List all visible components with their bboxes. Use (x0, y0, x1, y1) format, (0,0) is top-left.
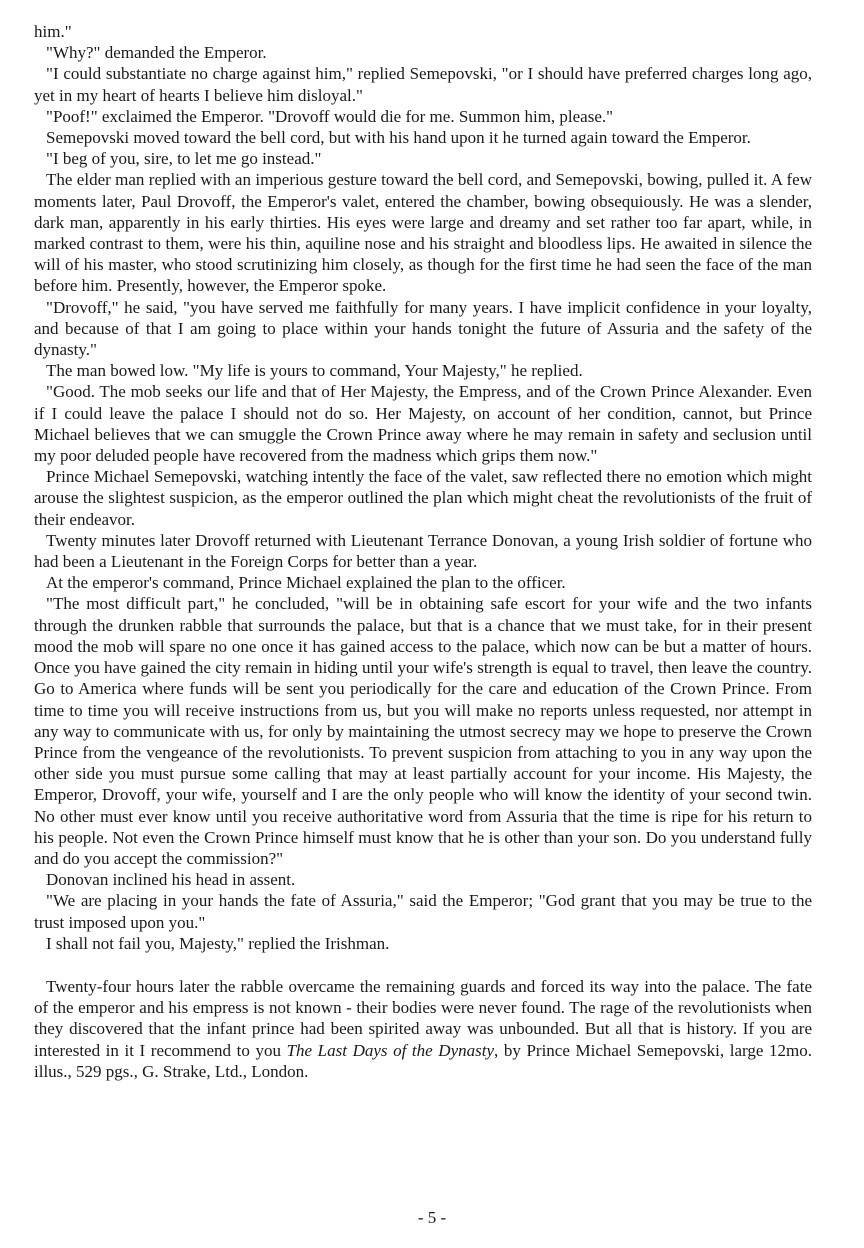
closing-paragraph (34, 976, 812, 1082)
paragraph: "The most difficult part," he concluded, "will be in obtaining safe escort for your wife and the two infants through the drunken rabble that surrounds the palace, but that is a chance that we must take, for in their present mood the mob will spare no one once it has gained access to the palace, which now can be but a matter of hours. Once you have gained the city remain in hiding until your wife's strength is equal to travel, then leave the country. Go to America where funds will be sent you periodically for the care and education of the Crown Prince. From time to time you will receive instructions from us, but you will make no reports unless requested, nor attempt in any way to communicate with us, for only by maintaining the utmost secrecy may we hope to preserve the Crown Prince from the vengeance of the revolutionists. To prevent suspicion from attaching to you in any way upon the other side you must pursue some calling that may at least partially account for your income. His Majesty, the Emperor, Drovoff, your wife, yourself and I are the only people who will know the identity of your second twin. No other must ever know until you receive authoritative word from Assuria that the time is ripe for his return to his people. Not even the Crown Prince himself must know that he is other than your son. Do you understand fully and do you accept the commission?" (34, 594, 812, 868)
paragraph: Donovan inclined his head in assent. (46, 870, 296, 890)
paragraph: Prince Michael Semepovski, watching intently the face of the valet, saw reflected there no emotion which might arouse the slightest suspicion, as the emperor outlined the plan which might cheat the revolutionists of the fruit of their endeavor. (34, 467, 812, 529)
closing-citation: , by Prince Michael Semepovski, large 12mo. illus., 529 pgs., G. Strake, Ltd., London. (34, 1040, 812, 1081)
paragraph: "Why?" demanded the Emperor. (46, 43, 267, 63)
paragraph: "Poof!" exclaimed the Emperor. "Drovoff would die for me. Summon him, please." (46, 106, 614, 126)
paragraph: I shall not fail you, Majesty," replied the Irishman. (46, 933, 390, 953)
paragraph: "I could substantiate no charge against him," replied Semepovski, "or I should have preferred charges long ago, yet in my heart of hearts I believe him disloyal." (34, 64, 812, 105)
paragraph: The elder man replied with an imperious gesture toward the bell cord, and Semepovski, bowing, pulled it. A few moments later, Paul Drovoff, the Emperor's valet, entered the chamber, bowing obsequiously. He was a slender, dark man, apparently in his early thirties. His eyes were large and dreamy and set rather too far apart, while, in marked contrast to them, were his thin, aquiline nose and his straight and bloodless lips. He awaited in silence the will of his master, who stood scrutinizing him closely, as though for the first time he had seen the face of the man before him. Presently, however, the Emperor spoke. (34, 170, 812, 296)
closing-text: Twenty-four hours later the rabble overcame the remaining guards and forced its way into the palace. The fate of the emperor and his empress is not known - their bodies were never found. The rage of the revolutionists when they discovered that the infant prince had been spirited away was unbounded. But all that is history. If you are interested in it I recommend to you (34, 976, 812, 1060)
paragraph: "I beg of you, sire, to let me go instead." (46, 149, 322, 169)
paragraph: At the emperor's command, Prince Michael explained the plan to the officer. (46, 573, 566, 593)
book-title: The Last Days of the Dynasty (286, 1040, 495, 1060)
page-number: - 5 - (417, 1208, 447, 1227)
paragraph: "Good. The mob seeks our life and that of Her Majesty, the Empress, and of the Crown Prince Alexander. Even if I could leave the palace I should not do so. Her Majesty, on account of her condition, cannot, but Prince Michael believes that we can smuggle the Crown Prince away where he may remain in safety and seclusion until my poor deluded people have recovered from the madness which grips them now." (34, 382, 812, 466)
paragraph: "We are placing in your hands the fate of Assuria," said the Emperor; "God grant that you may be true to the trust imposed upon you." (34, 891, 812, 932)
paragraph: "Drovoff," he said, "you have served me faithfully for many years. I have implicit confidence in your loyalty, and because of that I am going to place within your hands tonight the future of Assuria and the safety of the dynasty." (34, 297, 812, 360)
paragraph: The man bowed low. "My life is yours to command, Your Majesty," he replied. (46, 361, 583, 381)
paragraph: Twenty minutes later Drovoff returned with Lieutenant Terrance Donovan, a young Irish soldier of fortune who had been a Lieutenant in the Foreign Corps for better than a year. (34, 530, 812, 572)
story-body (34, 21, 812, 1082)
paragraph: him." (34, 22, 72, 41)
paragraph: Semepovski moved toward the bell cord, but with his hand upon it he turned again toward the Emperor. (46, 128, 751, 148)
